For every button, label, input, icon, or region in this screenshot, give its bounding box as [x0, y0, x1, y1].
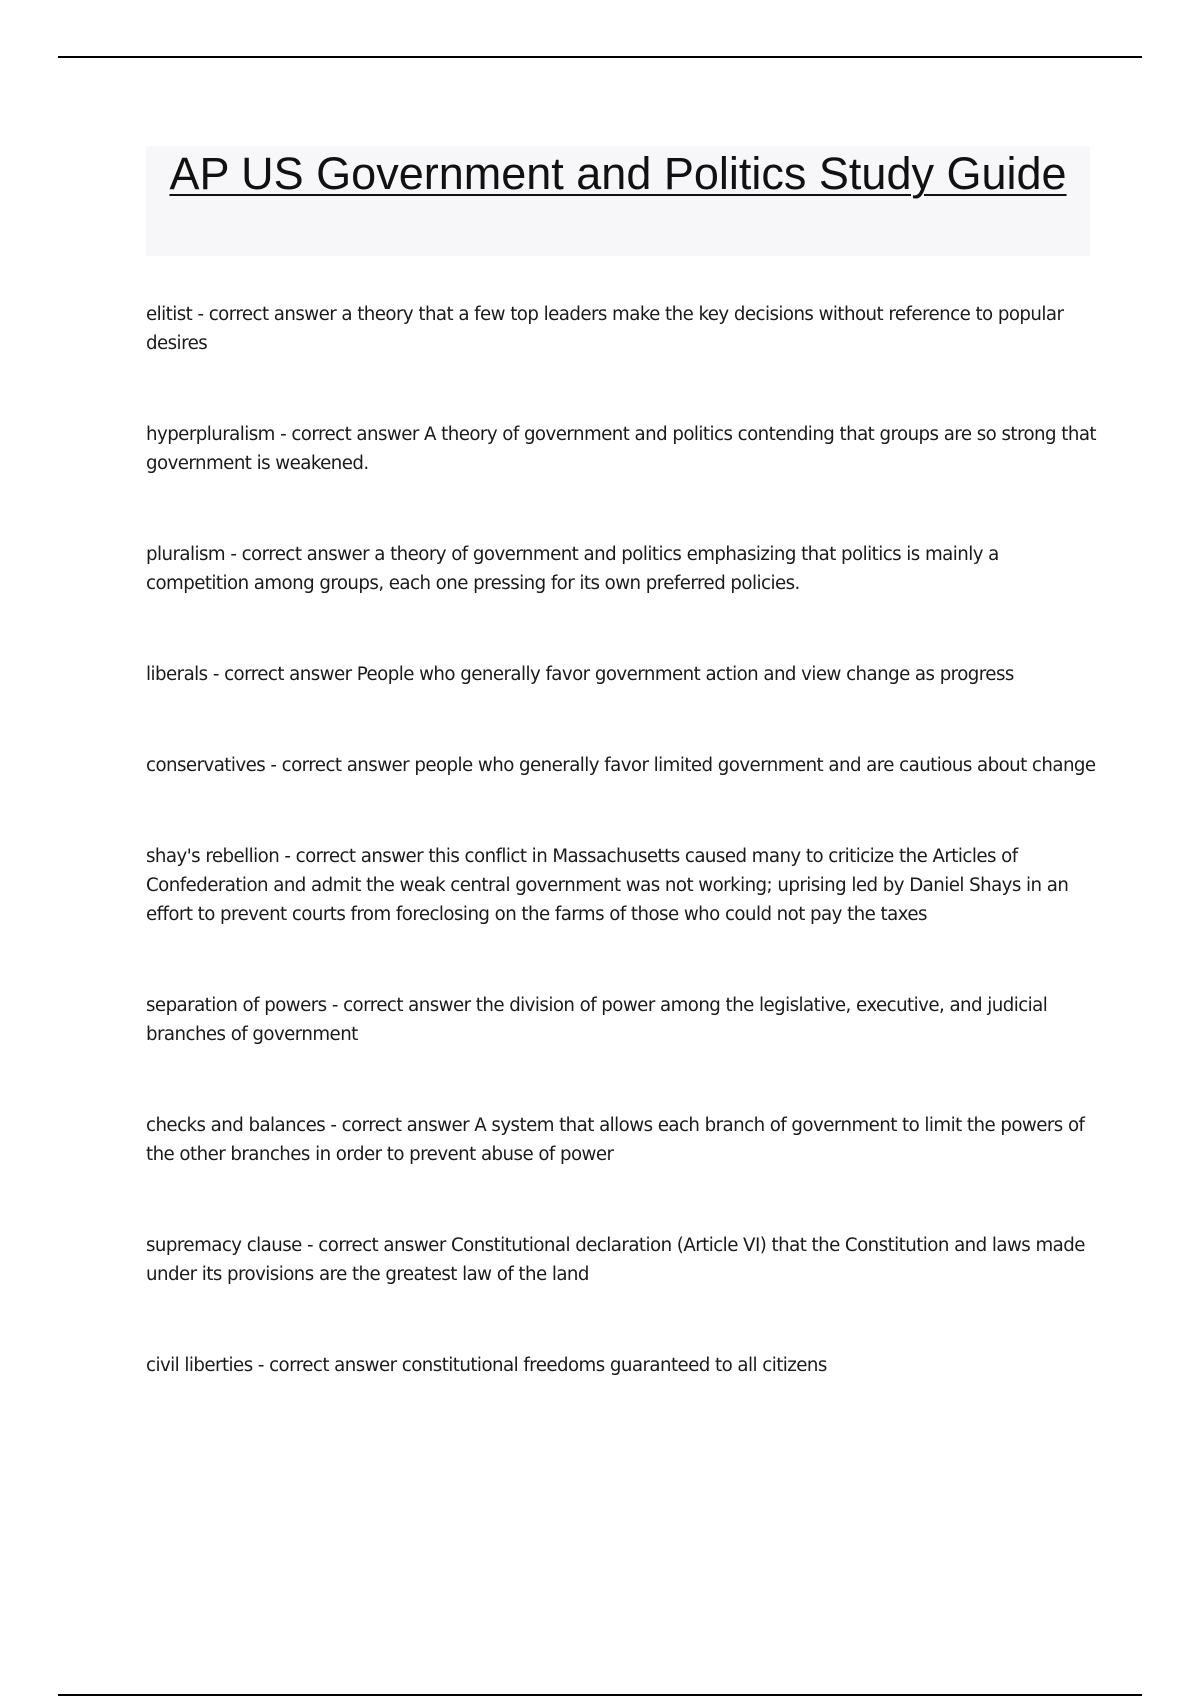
entry-liberals: liberals - correct answer People who generally favor government action and view change as progress	[146, 664, 1014, 685]
entry-hyperpluralism: hyperpluralism - correct answer A theory of government and politics contending that groups are so strong that government is weakened.	[146, 424, 1096, 474]
entry-checks-and-balances: checks and balances - correct answer A system that allows each branch of government to limit the powers of the other branches in order to prevent abuse of power	[146, 1115, 1085, 1165]
bottom-rule	[58, 1694, 1142, 1696]
entry-pluralism: pluralism - correct answer a theory of government and politics emphasizing that politics is mainly a competition among groups, each one pressing for its own preferred policies.	[146, 544, 999, 594]
entry-separation-of-powers: separation of powers - correct answer the division of power among the legislative, executive, and judicial branches of government	[146, 995, 1048, 1045]
entry-elitist: elitist - correct answer a theory that a few top leaders make the key decisions without reference to popular desires	[146, 304, 1064, 354]
page-title: AP US Government and Politics Study Guide	[169, 148, 1067, 199]
entry-shays-rebellion: shay's rebellion - correct answer this conflict in Massachusetts caused many to criticize the Articles of Confederation and admit the weak central government was not working; uprising led by Daniel Shays in an effort to prevent courts from foreclosing on the farms of those who could not pay the taxes	[146, 846, 1069, 925]
entry-supremacy-clause: supremacy clause - correct answer Constitutional declaration (Article VI) that the Constitution and laws made under its provisions are the greatest law of the land	[146, 1235, 1085, 1285]
title-banner	[146, 146, 1090, 256]
study-guide-entries	[146, 300, 1096, 1442]
entry-conservatives: conservatives - correct answer people who generally favor limited government and are cautious about change	[146, 755, 1096, 776]
entry-civil-liberties: civil liberties - correct answer constitutional freedoms guaranteed to all citizens	[146, 1355, 827, 1376]
top-rule	[58, 56, 1142, 58]
